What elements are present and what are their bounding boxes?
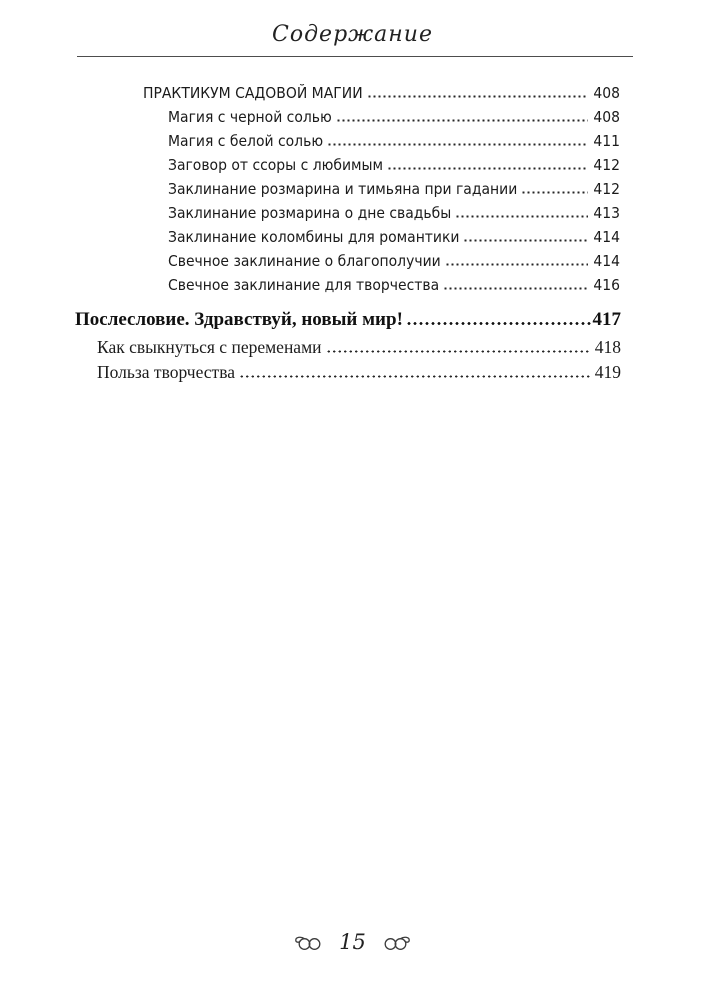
toc-entry-page-number: 418 (594, 337, 621, 357)
toc-entry-label: Свечное заклинание о благополучии (168, 252, 441, 270)
toc-entry (0, 108, 705, 132)
toc-entry-label: Заговор от ссоры с любимым (168, 156, 384, 174)
toc-entry-label: Польза творчества (97, 362, 236, 382)
toc-entry-label: Свечное заклинание для творчества (168, 276, 440, 294)
toc-entry-page-number: 419 (594, 362, 621, 382)
toc-entry-page-number: 417 (592, 309, 621, 330)
toc-entry-page-number: 416 (593, 276, 620, 294)
dot-leader (387, 166, 588, 170)
dot-leader (406, 321, 593, 325)
dot-leader (327, 142, 588, 146)
toc-entry-label: ПРАКТИКУМ САДОВОЙ МАГИИ (143, 84, 363, 102)
dot-leader (443, 286, 588, 290)
toc-entry-label: Послесловие. Здравствуй, новый мир! (75, 309, 403, 330)
dot-leader (521, 190, 588, 194)
toc-entry-label: Магия с черной солью (168, 108, 332, 126)
toc-entry-label: Магия с белой солью (168, 132, 324, 150)
toc-entry-page-number: 412 (593, 156, 620, 174)
header-divider (77, 56, 633, 57)
page-number: 15 (339, 930, 366, 954)
toc-entry-page-number: 413 (593, 204, 620, 222)
toc-entry (0, 276, 705, 300)
toc-entry-label: Как свыкнуться с переменами (97, 337, 322, 357)
dot-leader (326, 349, 590, 353)
toc-entry-page-number: 411 (593, 132, 620, 150)
toc-entry (0, 252, 705, 276)
dot-leader (239, 374, 590, 378)
footer-ornament-right-icon (378, 934, 414, 951)
toc-entry (0, 362, 705, 387)
toc-entry (0, 132, 705, 156)
page-title: Содержание (272, 22, 433, 47)
toc-entry-page-number: 414 (593, 228, 620, 246)
toc-entry (0, 337, 705, 362)
toc-entry-page-number: 414 (593, 252, 620, 270)
toc-entry (0, 84, 705, 108)
dot-leader (445, 262, 589, 266)
dot-leader (463, 238, 588, 242)
toc-entry (0, 204, 705, 228)
toc-entry-page-number: 408 (593, 84, 620, 102)
toc-entry-page-number: 412 (593, 180, 620, 198)
toc-entry-label: Заклинание коломбины для романтики (168, 228, 460, 246)
table-of-contents (0, 84, 705, 387)
dot-leader (336, 118, 589, 122)
toc-entry-label: Заклинание розмарина о дне свадьбы (168, 204, 452, 222)
toc-entry (0, 309, 705, 337)
toc-entry (0, 228, 705, 252)
dot-leader (367, 94, 589, 98)
toc-entry-page-number: 408 (593, 108, 620, 126)
toc-entry (0, 180, 705, 204)
page-footer (0, 930, 705, 954)
toc-entry-label: Заклинание розмарина и тимьяна при гадании (168, 180, 518, 198)
footer-ornament-left-icon (291, 934, 327, 951)
toc-entry (0, 156, 705, 180)
dot-leader (455, 214, 588, 218)
